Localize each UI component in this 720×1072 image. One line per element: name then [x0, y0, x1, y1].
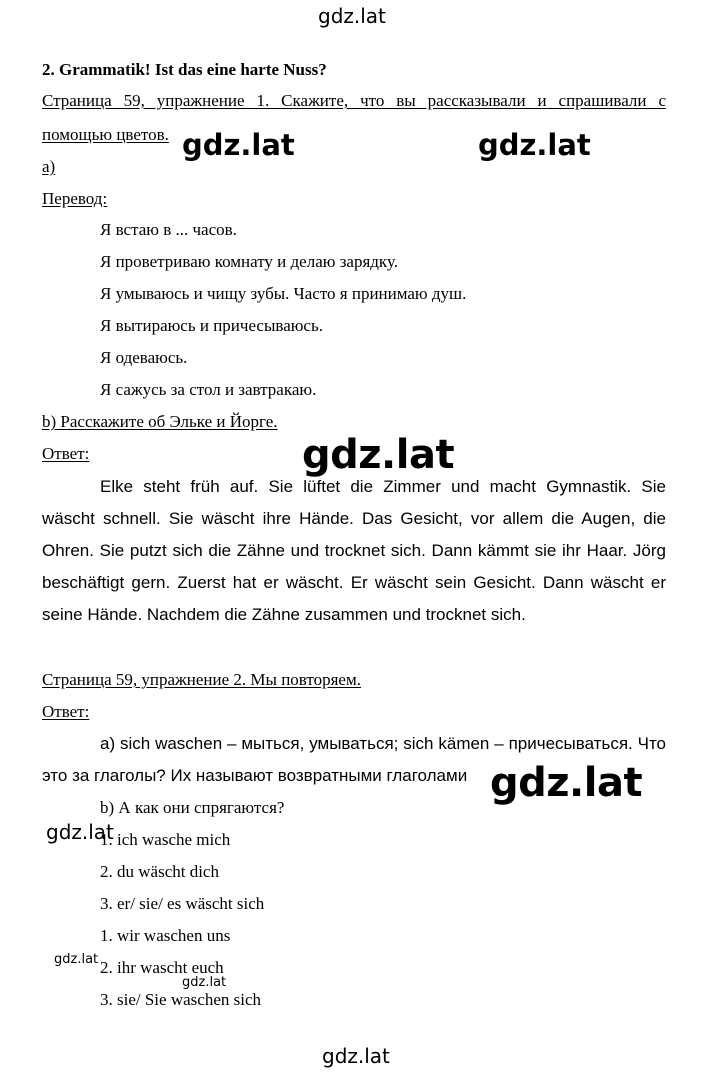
answer-line: wäscht schnell. Sie wäscht ihre Hände. Das Gesicht, vor allem die Augen, die — [42, 509, 666, 528]
watermark-center: gdz.lat — [302, 432, 455, 478]
watermark-right: gdz.lat — [490, 760, 643, 806]
answer-line: seine Hände. Nachdem die Zähne zusammen und trocknet sich. — [42, 605, 526, 624]
answer-line: beschäftigt gern. Zuerst hat er wäscht. Er wäscht sein Gesicht. Dann wäscht er — [42, 573, 666, 592]
watermark-list-left: gdz.lat — [46, 820, 114, 844]
watermark-bottom: gdz.lat — [322, 1044, 390, 1068]
translation-line: Я вытираюсь и причесываюсь. — [100, 316, 323, 335]
conjugation-line: 1. ich wasche mich — [100, 830, 231, 849]
translation-line: Я проветриваю комнату и делаю зарядку. — [100, 252, 398, 271]
conjugation-line: 2. ihr wascht euch — [100, 958, 224, 977]
watermark-list-small-left: gdz.lat — [54, 952, 99, 967]
task2-part-a-line2: это за глаголы? Их называют возвратными глаголами — [42, 766, 468, 785]
conjugation-line: 3. er/ sie/ es wäscht sich — [100, 894, 265, 913]
task1-heading-line2: помощью цветов. — [42, 125, 169, 144]
conjugation-line: 1. wir waschen uns — [100, 926, 231, 945]
task2-answer-label: Ответ: — [42, 702, 90, 721]
task1-part-b-heading: b) Расскажите об Эльке и Йорге. — [42, 412, 278, 431]
answer-line: Ohren. Sie putzt sich die Zähne und trocknet sich. Dann kämmt sie ihr Haar. Jörg — [42, 541, 666, 560]
translation-line: Я умываюсь и чищу зубы. Часто я принимаю душ. — [100, 284, 467, 303]
conjugation-line: 2. du wäscht dich — [100, 862, 219, 881]
translation-line: Я одеваюсь. — [100, 348, 188, 367]
watermark-list-small-center: gdz.lat — [182, 975, 227, 990]
task1-part-a-label: a) — [42, 157, 56, 176]
task1-answer-label: Ответ: — [42, 444, 90, 463]
answer-line: Elke steht früh auf. Sie lüftet die Zimmer und macht Gymnastik. Sie — [100, 477, 666, 496]
watermark-upper-right: gdz.lat — [478, 128, 591, 162]
translation-line: Я встаю в ... часов. — [100, 220, 237, 239]
task2-heading: Страница 59, упражнение 2. Мы повторяем. — [42, 670, 361, 689]
task2-part-a-line1: a) sich waschen – мыться, умываться; sich kämen – причесываться. Что — [100, 734, 666, 753]
task1-heading-line1: Страница 59, упражнение 1. Скажите, что вы рассказывали и спрашивали с — [42, 91, 666, 110]
conjugation-line: 3. sie/ Sie waschen sich — [100, 990, 261, 1009]
section-title: 2. Grammatik! Ist das eine harte Nuss? — [42, 60, 327, 79]
translation-line: Я сажусь за стол и завтракаю. — [100, 380, 317, 399]
watermark-top: gdz.lat — [318, 4, 386, 28]
task1-translation-label: Перевод: — [42, 189, 108, 208]
task2-part-b-question: b) А как они спрягаются? — [100, 798, 285, 817]
watermark-upper-left: gdz.lat — [182, 128, 295, 162]
